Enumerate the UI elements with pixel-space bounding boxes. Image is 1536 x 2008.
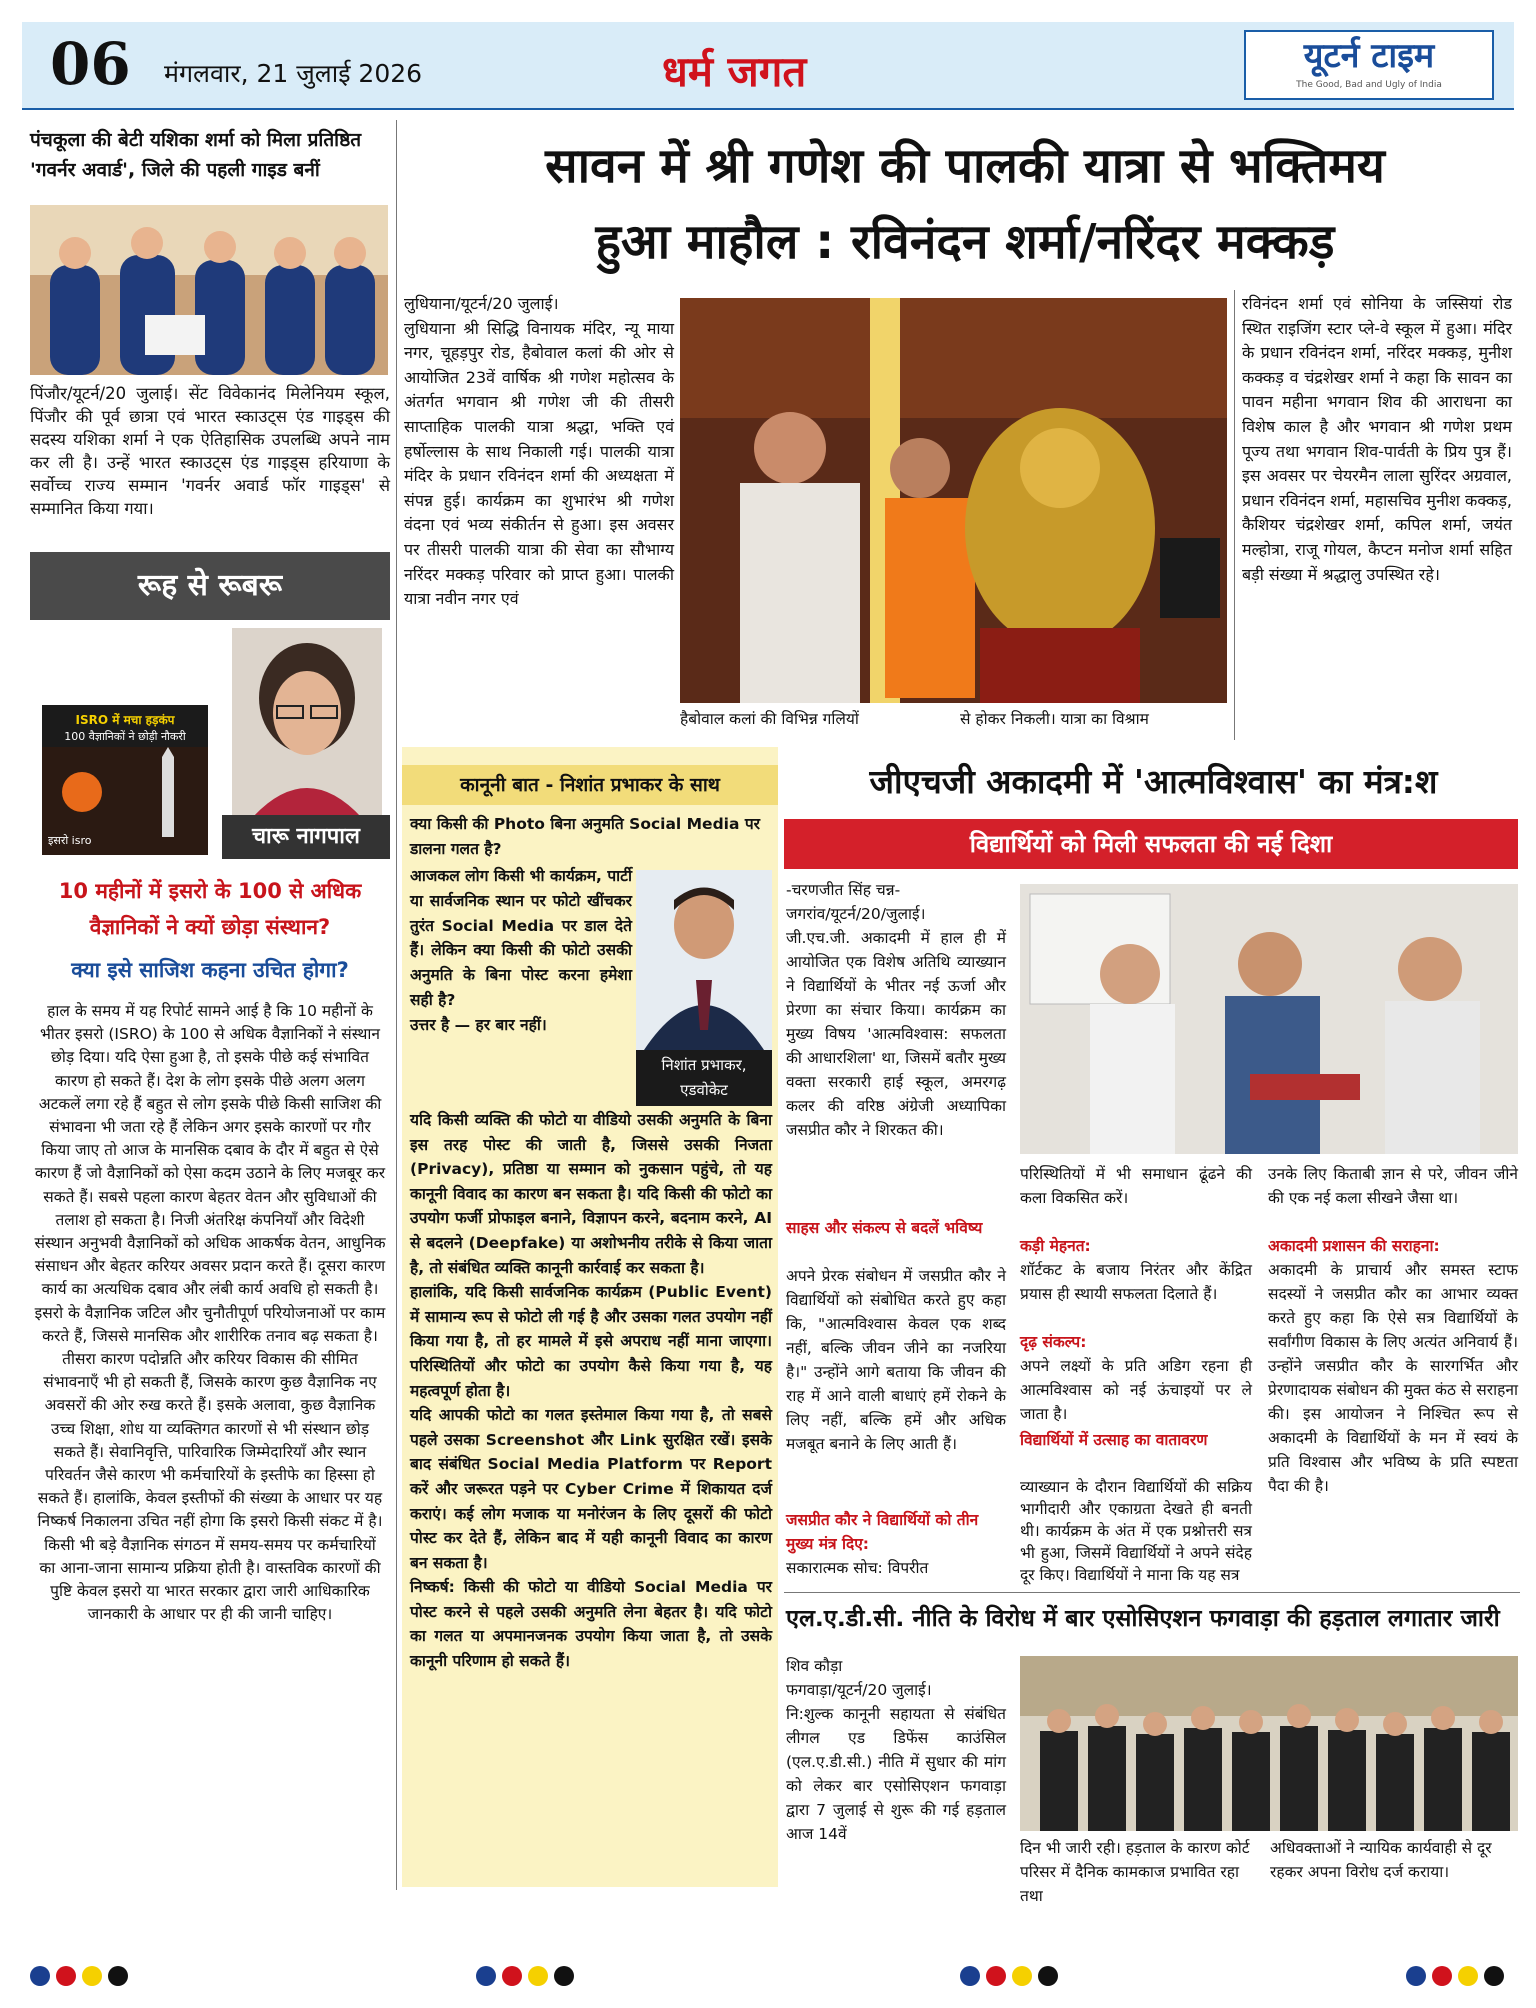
footer-dots-right [1406,1966,1504,1988]
ganesh-photo [680,298,1227,703]
award-photo [30,205,388,375]
ghg-col1-subhead1: साहस और संकल्प से बदलें भविष्य [786,1219,983,1237]
legal-body: यदि किसी व्यक्ति की फोटो या वीडियो उसकी अनुमति के बिना इस तरह पोस्ट की जाती है, जिससे उसकी निजता (Privacy), प्रतिष्ठा या सम्मान को नुकसान पहुंचे, तो यह कानूनी विवाद का कारण बन सकता है। यदि किसी की फोटो का उपयोग फर्जी प्रोफाइल बनाने, विज्ञापन करने, बदनाम करने, AI से बदलने (Deepfake) या अशोभनीय तरीके से किया जाता है, तो संबंधित व्यक्ति कानूनी कार्रवाई कर सकता है। हालांकि, यदि किसी सार्वजनिक कार्यक्रम (Public Event) में सामान्य रूप से फोटो ली गई है और उसका गलत उपयोग नहीं किया गया है, तो हर मामले में इसे अपराध नहीं माना जाएगा। परिस्थितियों और फोटो का उपयोग कैसे किया गया है, यह महत्वपूर्ण होता है। यदि आपकी फोटो का गलत इस्तेमाल किया गया है, तो सबसे पहले उसका Screenshot और Link सुरक्षित रखें। इसके बाद संबंधित Social Media Platform पर Report करें और जरूरत पड़ने पर Cyber Crime में शिकायत दर्ज कराएं। कई लोग मजाक या मनोरंजन के लिए दूसरों की फोटो पोस्ट कर देते हैं, लेकिन बाद में यही कानूनी विवाद का कारण बन सकता है। निष्कर्ष: किसी की फोटो या वीडियो Social Media पर पोस्ट करने से पहले उसकी अनुमति लेना बेहतर है। यदि फोटो का गलत या अपमानजनक उपयोग किया जाता है, तो उसके कानूनी परिणाम हो सकते हैं। [410,1111,772,1671]
page-header [22,22,1514,110]
ghg-col2-subhead1: कड़ी मेहनत: [1020,1237,1091,1255]
ghg-col1-body2: अपने प्रेरक संबोधन में जसप्रीत कौर ने विद्यार्थियों को संबोधित करते हुए कहा कि, "आत्मविश्वास केवल एक शब्द नहीं, बल्कि जीवन जीने का नजरिया है।" उन्होंने आगे बताया कि जीवन की राह में आने वाली बाधाएं हमें रोकने के लिए नहीं, बल्कि हमें और अधिक मजबूत बनाने के लिए आती हैं। [786,1267,1006,1453]
ruh-body: हाल के समय में यह रिपोर्ट सामने आई है कि 10 महीनों के भीतर इसरो (ISRO) के 100 से अधिक वैज्ञानिकों ने संस्थान छोड़ दिया। यदि ऐसा हुआ है, तो इसके पीछे कई संभावित कारण हो सकते हैं। देश के लोग इसके पीछे अलग अलग अटकलें लगा रहे हैं बहुत से लोग इसके पीछे किसी साजिश की संभावना भी जता रहे हैं लेकिन अगर इसके कारणों पर गौर किया जाए तो आज के मानसिक दबाव के दौर में बहुत से ऐसे कारण हैं जो वैज्ञानिकों को ऐसा कदम उठाने के लिए मजबूर कर सकते हैं। सबसे पहला कारण बेहतर वेतन और सुविधाओं की तलाश हो सकता है। निजी अंतरिक्ष कंपनियाँ और विदेशी संस्थान अनुभवी वैज्ञानिकों को अधिक आकर्षक वेतन, आधुनिक संसाधन और बेहतर करियर अवसर प्रदान करते हैं। दूसरा कारण कार्य का अत्यधिक दबाव और लंबी कार्य अवधि हो सकती है। इसरो के वैज्ञानिक जटिल और चुनौतीपूर्ण परियोजनाओं पर काम करते हैं, जिससे मानसिक और शारीरिक तनाव बढ़ सकता है। तीसरा कारण पदोन्नति और करियर विकास की सीमित संभावनाएँ भी हो सकती हैं, जिसके कारण कुछ वैज्ञानिक नए अवसरों की ओर रुख करते हैं। इसके अलावा, कुछ वैज्ञानिक उच्च शिक्षा, शोध या व्यक्तिगत कारणों से भी संस्थान छोड़ सकते हैं। सेवानिवृत्ति, पारिवारिक जिम्मेदारियाँ और स्थान परिवर्तन जैसे कारण भी कर्मचारियों के इस्तीफे का हिस्सा हो सकते हैं। हालांकि, केवल इस्तीफों की संख्या के आधार पर यह निष्कर्ष निकालना उचित नहीं होगा कि इसरो किसी संकट में है। किसी भी बड़े वैज्ञानिक संगठन में समय-समय पर कर्मचारियों का आना-जाना सामान्य प्रक्रिया होती है। वास्तविक कारणों की पुष्टि केवल इसरो या भारत सरकार द्वारा जारी आधिकारिक जानकारी के आधार पर ही की जानी चाहिए। [34,1002,386,1624]
ghg-photo [1020,884,1518,1154]
section-title: धर्म जगत [662,47,807,96]
color-dot [1012,1966,1032,1986]
ghg-col1: -चरणजीत सिंह चन्न- जगरांव/यूटर्न/20/जुलाई। जी.एच.जी. अकादमी में हाल ही में आयोजित एक विशेष अतिथि व्याख्यान ने विद्यार्थियों के भीतर नई ऊर्जा और प्रेरणा का संचार किया। कार्यक्रम का मुख्य विषय 'आत्मविश्वास: सफलता की आधारशिला' था, जिसमें बतौर मुख्य वक्ता सरकारी हाई स्कूल, अमरगढ़ कलर की वरिष्ठ अंग्रेजी अध्यापिका जसप्रीत कौर ने शिरकत की। [786,881,1006,1139]
ganesh-headline-line2: हुआ माहौल : रविनंदन शर्मा/नरिंदर मक्कड़ [595,214,1335,270]
color-dot [82,1966,102,1986]
color-dot [1432,1966,1452,1986]
ganesh-col3: रविनंदन शर्मा एवं सोनिया के जस्सियां रोड स्थित राइजिंग स्टार प्ले-वे स्कूल में हुआ। मंदिर के प्रधान रविनंदन शर्मा, नरिंदर मक्कड़, मुनीश कक्कड़ व चंद्रशेखर शर्मा ने कहा कि सावन का पावन महीना भगवान शिव की आराधना का विशेष काल है और भगवान श्री गणेश प्रथम पूज्य तथा भगवान शिव-पार्वती के प्रिय पुत्र हैं। इस अवसर पर चेयरमैन लाला सुरिंदर अग्रवाल, प्रधान रविनंदन शर्मा, महासचिव मुनीश कक्कड़, कैशियर चंद्रशेखर शर्मा, कपिल शर्मा, जयंत मल्होत्रा, राजू गोयल, कैप्टन मनोज शर्मा सहित बड़ी संख्या में श्रद्धालु उपस्थित रहे। [1242,294,1512,584]
ghg-col1-body3: सकारात्मक सोच: विपरीत [786,1559,929,1577]
author-name-charu: चारू नागपाल [222,815,390,859]
column-divider [396,120,397,1890]
legal-author-role: एडवोकेट [680,1081,728,1099]
ghg-col2-subhead2: दृढ़ संकल्प: [1020,1333,1087,1351]
footer-dots-center-right [960,1966,1058,1988]
ghg-col2-subhead3: विद्यार्थियों में उत्साह का वातावरण [1020,1431,1208,1449]
author-photo-charu [232,628,382,818]
award-body: पिंजौर/यूटर्न/20 जुलाई। सेंट विवेकानंद मिलेनियम स्कूल, पिंजौर की पूर्व छात्रा एवं भारत स्काउट्स एंड गाइड्स की सदस्य यशिका शर्मा ने एक ऐतिहासिक उपलब्धि अपने नाम कर ली है। उन्हें भारत स्काउट्स एंड गाइड्स हरियाणा के सर्वोच्च राज्य सम्मान 'गवर्नर अवार्ड फॉर गाइड्स' से सम्मानित किया गया। [30,384,390,518]
column-divider [1234,290,1235,740]
ganesh-col1: लुधियाना/यूटर्न/20 जुलाई। लुधियाना श्री सिद्धि विनायक मंदिर, न्यू माया नगर, चूहड़पुर रोड, हैबोवाल कलां की ओर से आयोजित 23वें वार्षिक श्री गणेश महोत्सव के अंतर्गत भगवान श्री गणेश जी की तीसरी साप्ताहिक पालकी यात्रा श्रद्धा, भक्ति एवं हर्षोल्लास के साथ निकाली गई। पालकी यात्रा मंदिर के प्रधान रविनंदन शर्मा की अध्यक्षता में संपन्न हुई। कार्यक्रम का शुभारंभ श्री गणेश वंदना एवं भव्य संकीर्तन से हुआ। इस अवसर पर तीसरी पालकी यात्रा की सेवा का सौभाग्य नरिंदर मक्कड़ परिवार को प्राप्त हुआ। पालकी यात्रा नवीन नगर एवं [404,294,674,609]
ruh-headline: 10 महीनों में इसरो के 100 से अधिक वैज्ञानिकों ने क्यों छोड़ा संस्थान? [58,879,362,939]
legal-author-name: निशांत प्रभाकर, [661,1056,747,1074]
bar-headline: एल.ए.डी.सी. नीति के विरोध में बार एसोसिएशन फगवाड़ा की हड़ताल लगातार जारी [786,1604,1500,1632]
author-photo-nishant [636,870,772,1050]
bar-col2: दिन भी जारी रही। हड़ताल के कारण कोर्ट परिसर में दैनिक कामकाज प्रभावित रहा तथा [1020,1839,1250,1905]
issue-date: मंगलवार, 21 जुलाई 2026 [164,59,423,88]
ghg-subhead: विद्यार्थियों को मिली सफलता की नई दिशा [969,830,1333,858]
legal-title: कानूनी बात - निशांत प्रभाकर के साथ [460,774,720,796]
ghg-col2-body2: शॉर्टकट के बजाय निरंतर और केंद्रित प्रयास ही स्थायी सफलता दिलाते हैं। [1020,1261,1252,1303]
color-dot [108,1966,128,1986]
color-dot [960,1966,980,1986]
legal-question: क्या किसी की Photo बिना अनुमति Social Media पर डालना गलत है? [410,815,760,858]
legal-intro: आजकल लोग किसी भी कार्यक्रम, पार्टी या सार्वजनिक स्थान पर फोटो खींचकर तुरंत Social Media पर डाल देते हैं। लेकिन क्या किसी की फोटो उसकी अनुमति के बिना पोस्ट करना हमेशा सही है? उत्तर है — हर बार नहीं। [410,867,632,1034]
ghg-headline: जीएचजी अकादमी में 'आत्मविश्वास' का मंत्र:श [869,762,1438,801]
color-dot [1484,1966,1504,1986]
masthead-tagline: The Good, Bad and Ugly of India [1296,80,1442,90]
ruh-subhead: क्या इसे साजिश कहना उचित होगा? [71,958,349,982]
ganesh-headline-line1: सावन में श्री गणेश की पालकी यात्रा से भक्तिमय [545,138,1385,194]
footer-dots-center-left [476,1966,574,1988]
isro-thumb-line2: 100 वैज्ञानिकों ने छोड़ी नौकरी [64,730,186,743]
ganesh-caption-right: से होकर निकली। यात्रा का विश्राम [960,710,1149,728]
story-divider [784,1592,1520,1593]
color-dot [986,1966,1006,1986]
legal-author-caption [636,1050,772,1106]
ghg-col2-body3: अपने लक्ष्यों के प्रति अडिग रहना ही आत्मविश्वास को नई ऊंचाइयों पर ले जाता है। [1020,1357,1252,1423]
ganesh-caption-left: हैबोवाल कलां की विभिन्न गलियों [680,710,859,728]
award-headline: पंचकूला की बेटी यशिका शर्मा को मिला प्रतिष्ठित 'गवर्नर अवार्ड', जिले की पहली गाइड बनीं [30,129,362,181]
masthead-title: यूटर्न टाइम [1303,36,1435,76]
bar-col1: शिव कौड़ा फगवाड़ा/यूटर्न/20 जुलाई। नि:शुल्क कानूनी सहायता से संबंधित लीगल एड डिफेंस काउंसिल (एल.ए.डी.सी.) नीति में सुधार की मांग को लेकर बार एसोसिएशन फगवाड़ा द्वारा 7 जुलाई से शुरू की गई हड़ताल आज 14वें [786,1657,1006,1843]
ghg-col3-subhead1: अकादमी प्रशासन की सराहना: [1268,1237,1440,1255]
color-dot [56,1966,76,1986]
color-dot [476,1966,496,1986]
color-dot [502,1966,522,1986]
ghg-col2-body4: व्याख्यान के दौरान विद्यार्थियों की सक्रिय भागीदारी और एकाग्रता देखते ही बनती थी। कार्यक्रम के अंत में एक प्रश्नोत्तरी सत्र भी हुआ, जिसमें विद्यार्थियों ने अपने संदेह दूर किए। विद्यार्थियों ने माना कि यह सत्र [1020,1478,1252,1584]
color-dot [554,1966,574,1986]
bar-photo [1020,1656,1518,1831]
isro-thumb-logo: इसरो isro [48,834,92,847]
ghg-col2: परिस्थितियों में भी समाधान ढूंढने की कला विकसित करें। [1020,1165,1252,1207]
ghg-col1-subhead2: जसप्रीत कौर ने विद्यार्थियों को तीन मुख्य मंत्र दिए: [786,1511,979,1553]
color-dot [528,1966,548,1986]
isro-thumb-line1: ISRO में मचा हड़कंप [75,713,175,727]
color-dot [1038,1966,1058,1986]
masthead-logo [1244,30,1494,100]
ghg-col3-body2: अकादमी के प्राचार्य और समस्त स्टाफ सदस्यों ने जसप्रीत कौर का आभार व्यक्त करते हुए कहा कि ऐसे सत्र विद्यार्थियों के सर्वांगीण विकास के लिए अत्यंत अनिवार्य हैं। उन्होंने जसप्रीत कौर के सारगर्भित और प्रेरणादायक संबोधन की मुक्त कंठ से सराहना की। इस आयोजन ने निश्चित रूप से अकादमी के विद्यार्थियों के मन में स्वयं के प्रति विश्वास और भविष्य के प्रति स्पष्टता पैदा की है। [1268,1261,1518,1495]
color-dot [1458,1966,1478,1986]
color-dot [1406,1966,1426,1986]
legal-title-bar [402,765,778,805]
ruh-title-bar [30,552,390,620]
ghg-subhead-bar [784,819,1518,869]
color-dot [30,1966,50,1986]
bar-col3: अधिवक्ताओं ने न्यायिक कार्यवाही से दूर रहकर अपना विरोध दर्ज कराया। [1270,1839,1492,1881]
ruh-title: रूह से रूबरू [137,568,283,603]
ghg-col3: उनके लिए किताबी ज्ञान से परे, जीवन जीने की एक नई कला सीखने जैसा था। [1268,1165,1518,1207]
isro-thumbnail [42,705,208,855]
page-number: 06 [50,30,131,98]
footer-dots-left [30,1966,128,1988]
